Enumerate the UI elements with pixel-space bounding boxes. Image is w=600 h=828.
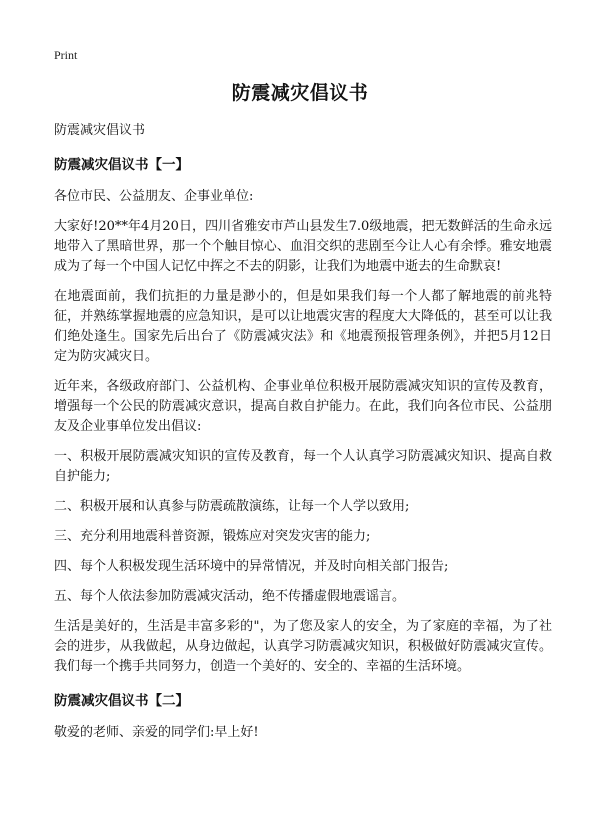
proposal-item-2: 二、积极开展和认真参与防震疏散演练，让每一个人学以致用; bbox=[54, 499, 410, 514]
section-heading-1: 防震减灾倡议书【一】 bbox=[54, 157, 189, 173]
paragraph: 近年来，各级政府部门、公益机构、企事业单位积极开展防震减灾知识的宣传及教育，增强每一个公民的防震减灾意识，提高自救自护能力。在此，我们向各位市民、公益朋友及企业事单位发出倡议: bbox=[54, 379, 552, 434]
section-2-greeting: 敬爱的老师、亲爱的同学们:早上好! bbox=[54, 725, 259, 740]
paragraph: 在地震面前，我们抗拒的力量是渺小的，但是如果我们每一个人都了解地震的前兆特征，并熟练掌握地震的应急知识，是可以让地震灾害的程度大大降低的，甚至可以让我们绝处逢生。国家先后出台了《防震减灾法》和《地震预报管理条例》，并把5月12日定为防灾减灾日。 bbox=[54, 289, 552, 364]
print-link[interactable]: Print bbox=[54, 48, 78, 62]
section-1-greeting: 各位市民、公益朋友、企事业单位: bbox=[54, 189, 254, 204]
section-heading-2: 防震减灾倡议书【二】 bbox=[54, 693, 189, 709]
document-subtitle: 防震减灾倡议书 bbox=[54, 123, 146, 138]
paragraph: 大家好!20**年4月20日，四川省雅安市芦山县发生7.0级地震，把无数鲜活的生命永远地带入了黑暗世界，那一个个触目惊心、血泪交织的悲剧至今让人心有余悸。雅安地震成为了每一个中国人记忆中挥之不去的阴影，让我们为地震中逝去的生命默哀! bbox=[54, 219, 552, 274]
proposal-item-4: 四、每个人积极发现生活环境中的异常情况，并及时向相关部门报告; bbox=[54, 559, 449, 574]
proposal-item-3: 三、充分利用地震科普资源，锻炼应对突发灾害的能力; bbox=[54, 529, 371, 544]
paragraph: 生活是美好的，生活是丰富多彩的"，为了您及家人的安全，为了家庭的幸福，为了社会的进步，从我做起，从身边做起，认真学习防震减灾知识，积极做好防震减灾宣传。我们每一个携手共同努力，创造一个美好的、安全的、幸福的生活环境。 bbox=[54, 619, 552, 674]
document-body bbox=[54, 121, 552, 753]
proposal-item-5: 五、每个人依法参加防震减灾活动，绝不传播虚假地震谣言。 bbox=[54, 589, 406, 604]
document-title: 防震减灾倡议书 bbox=[231, 82, 369, 104]
proposal-item-1: 一、积极开展防震减灾知识的宣传及教育，每一个人认真学习防震减灾知识、提高自救自护能力; bbox=[54, 449, 552, 484]
